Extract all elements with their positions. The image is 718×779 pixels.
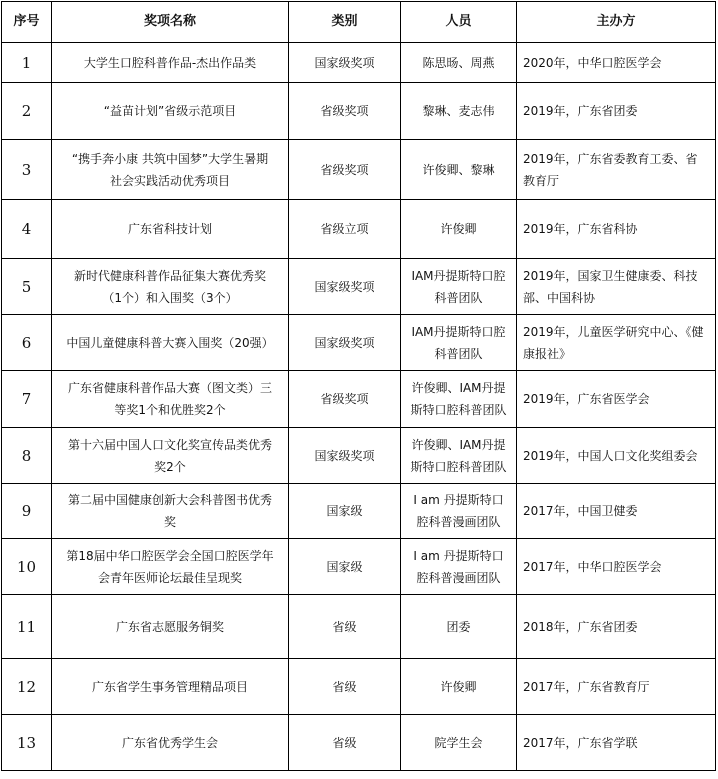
table-row (2, 595, 716, 659)
cell-category: 省级 (289, 715, 401, 771)
table-header-row (2, 2, 716, 43)
cell-people: 许俊卿、IAM丹提斯特口腔科普团队 (401, 428, 517, 484)
cell-people: 院学生会 (401, 715, 517, 771)
cell-name: 第十六届中国人口文化奖宣传品类优秀奖2个 (52, 428, 289, 484)
cell-name: 广东省学生事务管理精品项目 (52, 659, 289, 715)
cell-name: 新时代健康科普作品征集大赛优秀奖（1个）和入围奖（3个） (52, 259, 289, 315)
table-row (2, 428, 716, 484)
cell-no: 12 (2, 659, 52, 715)
cell-people: 陈思旸、周燕 (401, 43, 517, 83)
cell-no: 4 (2, 200, 52, 259)
cell-people: IAM丹提斯特口腔科普团队 (401, 315, 517, 371)
table-row (2, 259, 716, 315)
table-row (2, 140, 716, 200)
cell-name: 广东省志愿服务铜奖 (52, 595, 289, 659)
cell-no: 1 (2, 43, 52, 83)
cell-name: 第18届中华口腔医学会全国口腔医学年会青年医师论坛最佳呈现奖 (52, 539, 289, 595)
cell-name: 广东省健康科普作品大赛（图文类）三等奖1个和优胜奖2个 (52, 371, 289, 428)
cell-people: I am 丹提斯特口腔科普漫画团队 (401, 484, 517, 539)
cell-category: 省级奖项 (289, 371, 401, 428)
cell-people: 许俊卿、IAM丹提斯特口腔科普团队 (401, 371, 517, 428)
cell-category: 省级奖项 (289, 140, 401, 200)
table-row (2, 83, 716, 140)
table-row (2, 43, 716, 83)
cell-people: 许俊卿、黎琳 (401, 140, 517, 200)
table-row (2, 659, 716, 715)
cell-organizer: 2017年，广东省学联 (517, 715, 716, 771)
header-name: 奖项名称 (52, 2, 289, 43)
cell-category: 省级 (289, 595, 401, 659)
cell-category: 省级立项 (289, 200, 401, 259)
table-row (2, 715, 716, 771)
table-row (2, 371, 716, 428)
cell-people: 黎琳、麦志伟 (401, 83, 517, 140)
cell-category: 国家级奖项 (289, 428, 401, 484)
header-no: 序号 (2, 2, 52, 43)
cell-people: 许俊卿 (401, 200, 517, 259)
cell-people: IAM丹提斯特口腔科普团队 (401, 259, 517, 315)
cell-category: 国家级 (289, 484, 401, 539)
table-row (2, 539, 716, 595)
cell-organizer: 2020年，中华口腔医学会 (517, 43, 716, 83)
table-row (2, 484, 716, 539)
cell-people: 许俊卿 (401, 659, 517, 715)
cell-name: 中国儿童健康科普大赛入围奖（20强） (52, 315, 289, 371)
cell-name: “携手奔小康 共筑中国梦”大学生暑期社会实践活动优秀项目 (52, 140, 289, 200)
cell-no: 9 (2, 484, 52, 539)
cell-name: 广东省优秀学生会 (52, 715, 289, 771)
cell-name: 大学生口腔科普作品-杰出作品类 (52, 43, 289, 83)
cell-no: 10 (2, 539, 52, 595)
cell-organizer: 2017年，中华口腔医学会 (517, 539, 716, 595)
cell-no: 11 (2, 595, 52, 659)
cell-organizer: 2019年，广东省科协 (517, 200, 716, 259)
cell-no: 5 (2, 259, 52, 315)
cell-category: 省级 (289, 659, 401, 715)
cell-people: 团委 (401, 595, 517, 659)
cell-organizer: 2019年，儿童医学研究中心、《健康报社》 (517, 315, 716, 371)
cell-category: 国家级 (289, 539, 401, 595)
cell-organizer: 2019年，中国人口文化奖组委会 (517, 428, 716, 484)
cell-organizer: 2017年，广东省教育厅 (517, 659, 716, 715)
cell-name: 第二届中国健康创新大会科普图书优秀奖 (52, 484, 289, 539)
cell-category: 国家级奖项 (289, 43, 401, 83)
cell-no: 3 (2, 140, 52, 200)
cell-category: 省级奖项 (289, 83, 401, 140)
cell-organizer: 2019年，广东省医学会 (517, 371, 716, 428)
table-row (2, 315, 716, 371)
cell-organizer: 2019年，广东省团委 (517, 83, 716, 140)
awards-table (1, 1, 716, 771)
cell-category: 国家级奖项 (289, 315, 401, 371)
header-category: 类别 (289, 2, 401, 43)
cell-no: 13 (2, 715, 52, 771)
cell-name: “益苗计划”省级示范项目 (52, 83, 289, 140)
cell-no: 8 (2, 428, 52, 484)
cell-organizer: 2019年，广东省委教育工委、省教育厅 (517, 140, 716, 200)
cell-organizer: 2019年，国家卫生健康委、科技部、中国科协 (517, 259, 716, 315)
cell-no: 7 (2, 371, 52, 428)
header-organizer: 主办方 (517, 2, 716, 43)
cell-organizer: 2017年，中国卫健委 (517, 484, 716, 539)
cell-category: 国家级奖项 (289, 259, 401, 315)
cell-organizer: 2018年，广东省团委 (517, 595, 716, 659)
cell-people: I am 丹提斯特口腔科普漫画团队 (401, 539, 517, 595)
header-people: 人员 (401, 2, 517, 43)
table-row (2, 200, 716, 259)
cell-name: 广东省科技计划 (52, 200, 289, 259)
cell-no: 6 (2, 315, 52, 371)
cell-no: 2 (2, 83, 52, 140)
